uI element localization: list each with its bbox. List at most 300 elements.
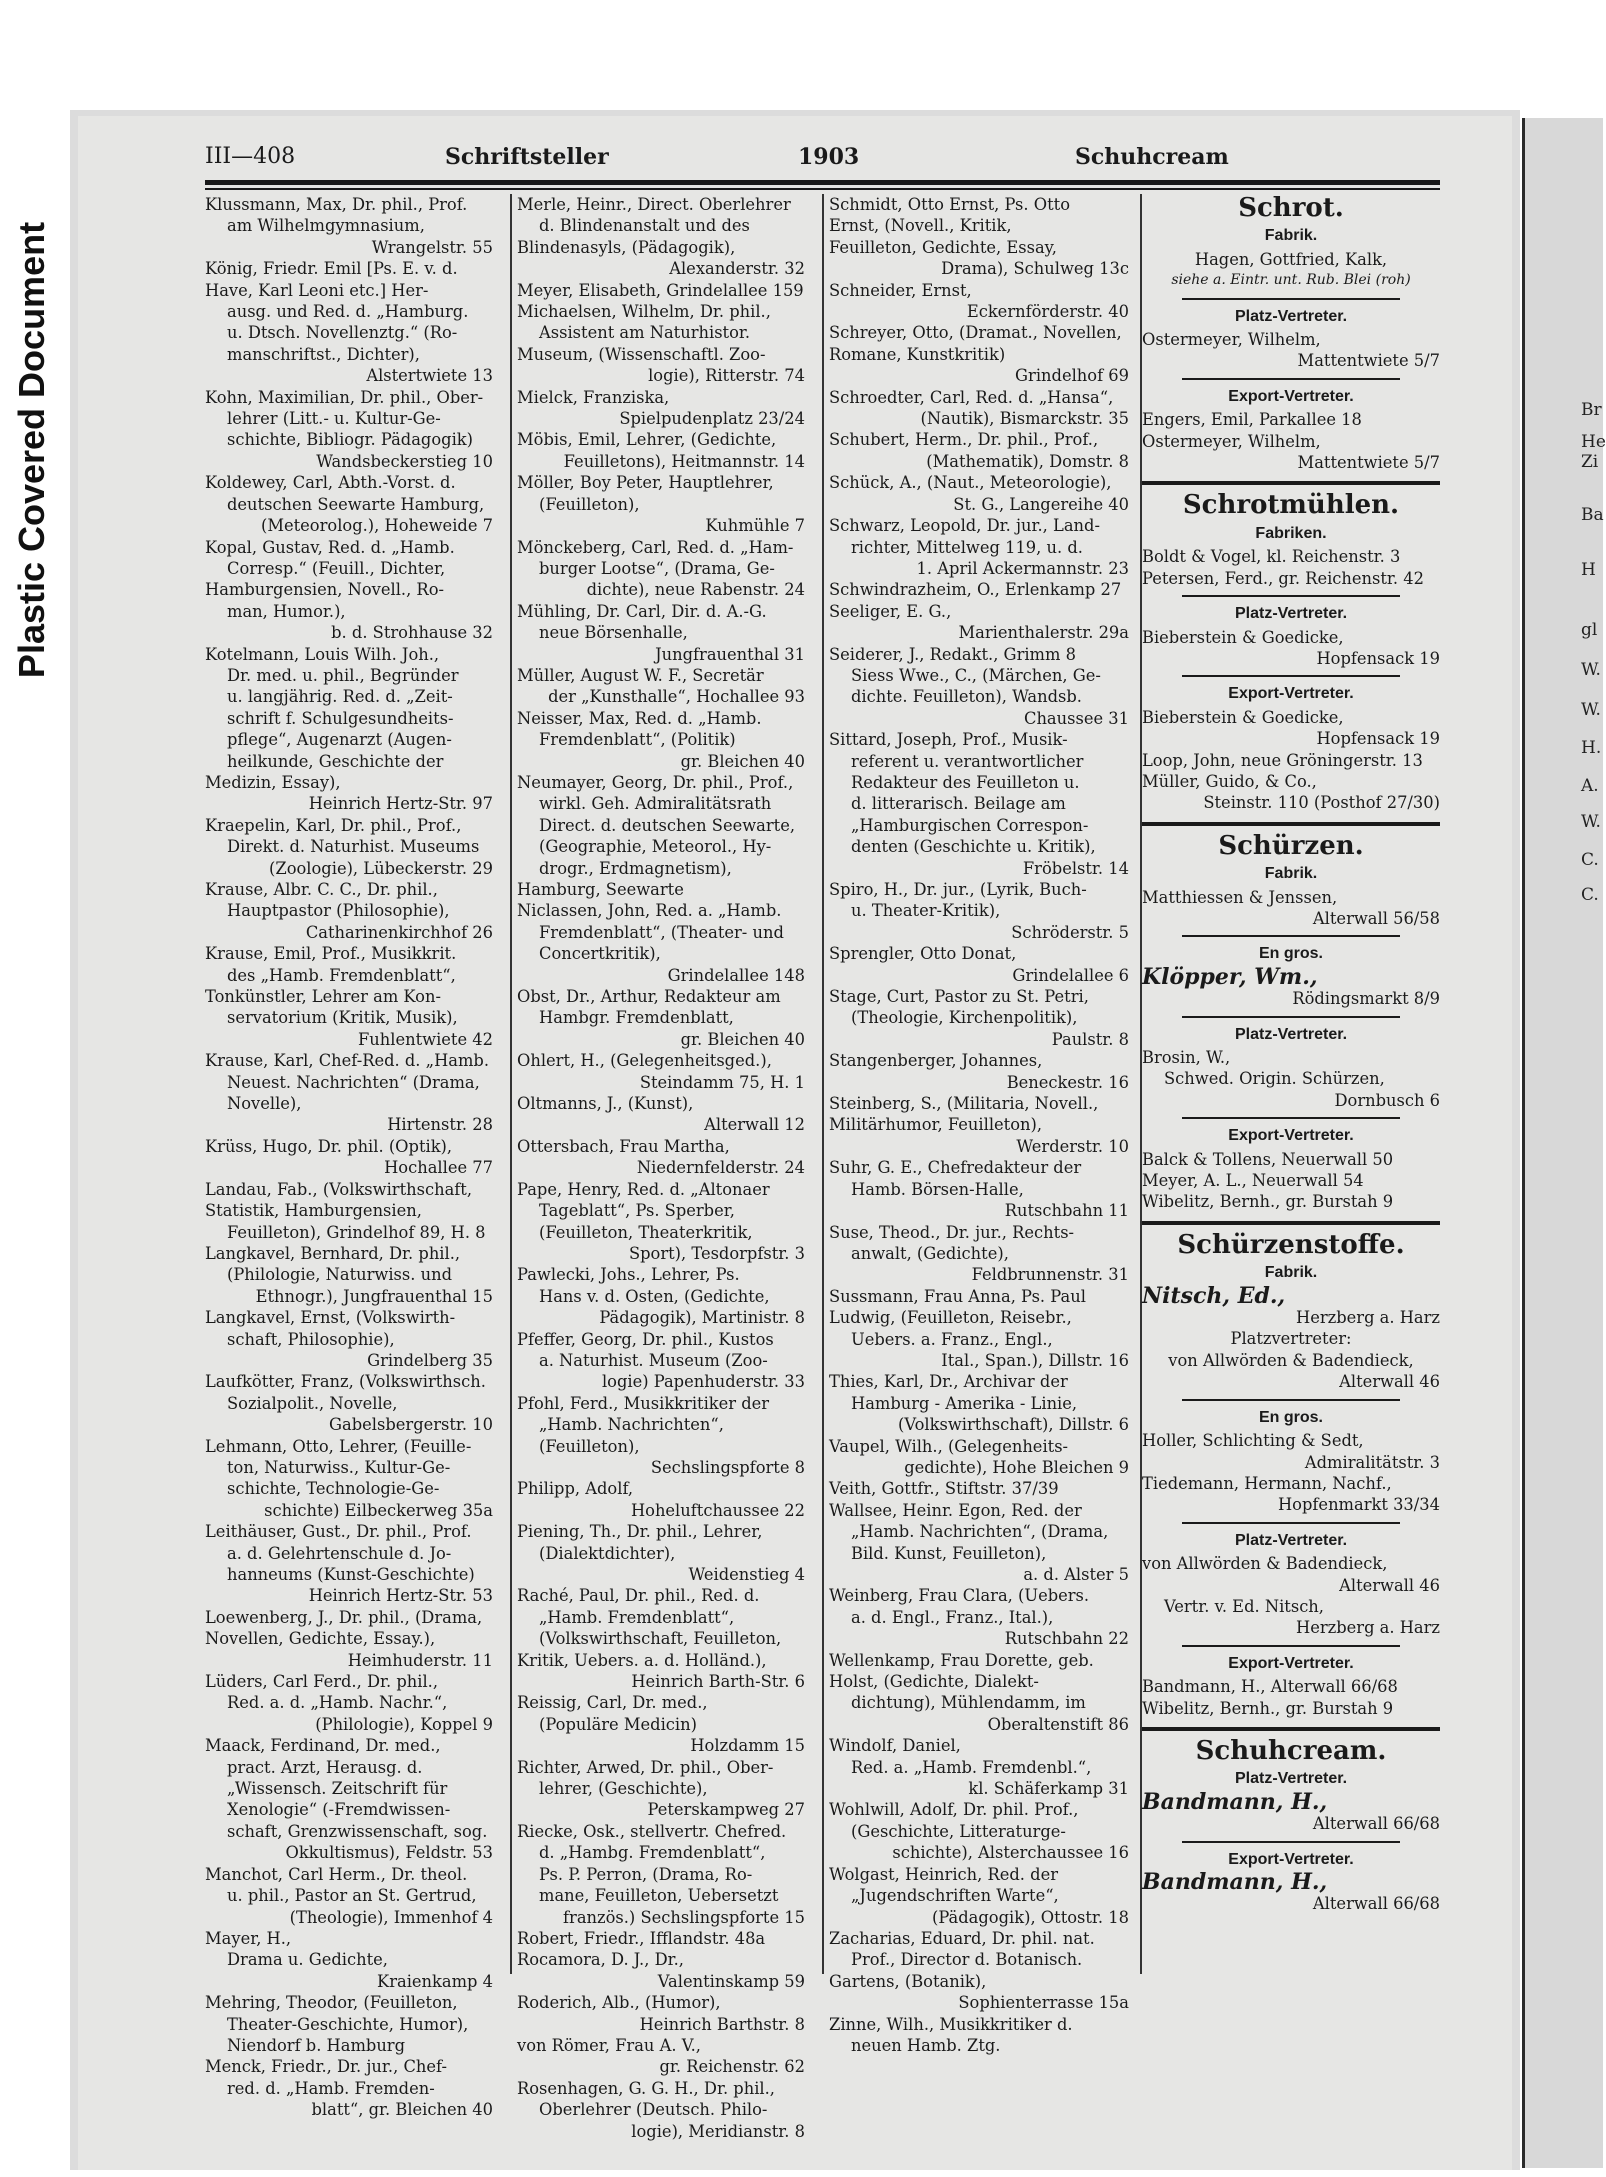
directory-line: Stage, Curt, Pastor zu St. Petri, [829, 987, 1089, 1007]
entry: Wibelitz, Bernh., gr. Burstah 9 [1142, 1698, 1394, 1718]
adjacent-page-fragment: Br [1581, 400, 1602, 420]
directory-line: heilkunde, Geschichte der [227, 751, 444, 771]
label-export-vertreter: Export-Vertreter. [1228, 685, 1354, 703]
entry: Schwed. Origin. Schürzen, [1164, 1069, 1385, 1089]
entry: Ostermeyer, Wilhelm, [1142, 330, 1321, 350]
directory-line: Pawlecki, Johs., Lehrer, Ps. [517, 1265, 740, 1285]
directory-line: Sussmann, Frau Anna, Ps. Paul [829, 1286, 1086, 1306]
directory-line: Blindenasyls, (Pädagogik), [517, 237, 736, 257]
directory-line: Mayer, H., [205, 1928, 292, 1948]
directory-line: richter, Mittelweg 119, u. d. [851, 537, 1083, 557]
adjacent-page-fragment: Ba [1581, 505, 1604, 525]
directory-line: Suse, Theod., Dr. jur., Rechts- [829, 1222, 1075, 1242]
entry: Alterwall 66/68 [1312, 1814, 1440, 1834]
adjacent-page-fragment: C. [1581, 850, 1599, 870]
directory-line: burger Lootse“, (Drama, Ge- [539, 558, 775, 578]
directory-line: Rosenhagen, G. G. H., Dr. phil., [517, 2078, 775, 2098]
directory-line: a. d. Alster 5 [1023, 1565, 1129, 1584]
directory-line: Jungfrauenthal 31 [655, 644, 805, 664]
directory-line: referent u. verantwortlicher [851, 751, 1084, 771]
directory-line: (Volkswirthschaft, Feuilleton, [539, 1629, 782, 1649]
directory-line: manschriftst., Dichter), [227, 344, 420, 364]
directory-line: Obst, Dr., Arthur, Redakteur am [517, 987, 781, 1007]
directory-line: Pape, Henry, Red. d. „Altonaer [517, 1179, 770, 1199]
adjacent-page-fragment: He [1581, 432, 1606, 452]
entry: Tiedemann, Hermann, Nachf., [1142, 1473, 1392, 1493]
directory-line: Veith, Gottfr., Stiftstr. 37/39 [829, 1479, 1059, 1499]
label-platz-vertreter: Platz-Vertreter. [1234, 307, 1348, 325]
adjacent-page-fragment: W. [1581, 660, 1601, 680]
directory-line: a. d. Gelehrtenschule d. Jo- [227, 1543, 452, 1563]
directory-line: Alexanderstr. 32 [669, 259, 805, 279]
directory-line: Zinne, Wilh., Musikkritiker d. [829, 2014, 1073, 2034]
directory-line: Neuest. Nachrichten“ (Drama, [227, 1072, 480, 1092]
directory-line: Neumayer, Georg, Dr. phil., Prof., [517, 772, 794, 792]
entry: Alterwall 56/58 [1312, 908, 1440, 928]
directory-line: Sozialpolit., Novelle, [227, 1393, 398, 1413]
label-platz-vertreter: Platz-Vertreter. [1234, 1025, 1348, 1043]
directory-line: französ.) Sechslingspforte 15 [563, 1907, 805, 1927]
directory-line: mane, Feuilleton, Uebersetzt [539, 1886, 779, 1906]
directory-line: Ludwig, (Feuilleton, Reisebr., [829, 1308, 1072, 1328]
directory-line: Medizin, Essay), [205, 772, 341, 792]
directory-line: Kritik, Uebers. a. d. Holländ.), [517, 1650, 767, 1670]
directory-line: Niclassen, John, Red. a. „Hamb. [517, 901, 782, 921]
directory-line: Niendorf b. Hamburg [227, 2035, 406, 2055]
directory-line: Sprengler, Otto Donat, [829, 944, 1017, 964]
directory-line: der „Kunsthalle“, Hochallee 93 [548, 687, 805, 707]
directory-line: (Philologie), Koppel 9 [315, 1714, 493, 1734]
adjacent-page-strip [1522, 118, 1606, 2168]
directory-line: (Nautik), Bismarckstr. 35 [920, 409, 1129, 429]
directory-line: Philipp, Adolf, [517, 1479, 634, 1499]
label-fabrik: Fabrik. [1264, 227, 1318, 245]
directory-line: d. „Hambg. Fremdenblatt“, [539, 1843, 766, 1863]
directory-line: Klussmann, Max, Dr. phil., Prof. [205, 195, 468, 214]
directory-line: hanneums (Kunst-Geschichte) [227, 1565, 475, 1584]
directory-line: Rocamora, D. J., Dr., [517, 1950, 684, 1970]
label-export-vertreter: Export-Vertreter. [1228, 1850, 1354, 1868]
directory-line: Feuilleton), Grindelhof 89, H. 8 [227, 1222, 486, 1242]
directory-line: lehrer (Litt.- u. Kultur-Ge- [227, 409, 441, 429]
directory-line: Reissig, Carl, Dr. med., [517, 1693, 708, 1713]
adjacent-page-fragment: C. [1581, 885, 1599, 905]
directory-line: Wandsbeckerstieg 10 [316, 451, 493, 471]
directory-line: ton, Naturwiss., Kultur-Ge- [227, 1457, 451, 1477]
directory-line: Steinberg, S., (Militaria, Novell., [829, 1094, 1099, 1114]
directory-line: Kuhmühle 7 [705, 516, 805, 536]
section-title-schuerzen: Schürzen. [1218, 830, 1364, 861]
entry: Rödingsmarkt 8/9 [1292, 989, 1440, 1009]
label-platz-vertreter: Platz-Vertreter. [1234, 605, 1348, 623]
directory-line: servatorium (Kritik, Musik), [227, 1008, 458, 1028]
directory-line: Prof., Director d. Botanisch. [851, 1950, 1083, 1970]
directory-line: Loewenberg, J., Dr. phil., (Drama, [205, 1607, 483, 1627]
directory-line: Xenologie“ (-Fremdwissen- [227, 1800, 451, 1820]
directory-line: Drama u. Gedichte, [227, 1950, 388, 1970]
adjacent-page-fragment: W. [1581, 700, 1601, 720]
directory-line: Windolf, Daniel, [829, 1736, 961, 1756]
directory-line: Grindelhof 69 [1015, 366, 1129, 386]
directory-line: Hans v. d. Osten, (Gedichte, [539, 1286, 770, 1306]
directory-line: Meyer, Elisabeth, Grindelallee 159 [517, 280, 804, 300]
directory-line: Heinrich Hertz-Str. 97 [308, 794, 493, 814]
directory-line: Assistent am Naturhistor. [539, 323, 751, 343]
directory-line: schaft, Grenzwissenschaft, sog. [227, 1821, 488, 1841]
directory-line: (Dialektdichter), [539, 1543, 676, 1563]
directory-line: Menck, Friedr., Dr. jur., Chef- [205, 2057, 447, 2077]
directory-line: (Theologie, Kirchenpolitik), [851, 1008, 1078, 1028]
directory-line: man, Humor.), [227, 601, 346, 621]
directory-line: a. d. Engl., Franz., Ital.), [851, 1607, 1054, 1627]
entry: Vertr. v. Ed. Nitsch, [1164, 1596, 1324, 1616]
directory-line: Manchot, Carl Herm., Dr. theol. [205, 1864, 468, 1884]
directory-line: Sophienterrasse 15a [958, 1993, 1129, 2013]
directory-line: pflege“, Augenarzt (Augen- [227, 730, 452, 750]
directory-line: Beneckestr. 16 [1006, 1072, 1129, 1092]
directory-line: Redakteur des Feuilleton u. [851, 772, 1080, 792]
directory-line: d. Blindenanstalt und des [539, 216, 750, 236]
directory-line: Holst, (Gedichte, Dialekt- [829, 1672, 1039, 1692]
entry: von Allwörden & Badendieck, [1168, 1350, 1414, 1370]
directory-line: (Theologie), Immenhof 4 [289, 1907, 493, 1927]
directory-line: Kohn, Maximilian, Dr. phil., Ober- [205, 387, 484, 407]
directory-line: „Hamb. Nachrichten“, [539, 1415, 724, 1435]
directory-line: Fuhlentwiete 42 [358, 1029, 493, 1049]
entry: Holler, Schlichting & Sedt, [1142, 1431, 1364, 1451]
directory-line: (Geschichte, Litteraturge- [851, 1821, 1066, 1841]
directory-line: Kopal, Gustav, Red. d. „Hamb. [205, 537, 455, 557]
directory-line: a. Naturhist. Museum (Zoo- [539, 1350, 768, 1370]
directory-line: Peterskampweg 27 [647, 1800, 805, 1820]
directory-line: Weinberg, Frau Clara, (Uebers. [829, 1586, 1090, 1606]
directory-line: Schröderstr. 5 [1011, 922, 1129, 942]
directory-line: Schreyer, Otto, (Dramat., Novellen, [829, 323, 1122, 343]
column-divider [822, 194, 824, 1974]
directory-line: schichte, Technologie-Ge- [227, 1479, 440, 1499]
directory-line: Krause, Albr. C. C., Dr. phil., [205, 880, 438, 899]
directory-line: gr. Bleichen 40 [680, 751, 805, 771]
directory-line: Merle, Heinr., Direct. Oberlehrer [517, 195, 791, 214]
directory-line: schichte) Eilbeckerweg 35a [264, 1500, 493, 1520]
directory-line: Heinrich Barthstr. 8 [639, 2014, 805, 2034]
entry-name: Klöpper, Wm., [1142, 963, 1318, 990]
directory-line: Landau, Fab., (Volkswirthschaft, [205, 1179, 473, 1199]
directory-line: Lehmann, Otto, Lehrer, (Feuille- [205, 1436, 472, 1456]
directory-line: Suhr, G. E., Chefredakteur der [829, 1158, 1082, 1178]
directory-line: Ernst, (Novell., Kritik, [829, 216, 1012, 236]
directory-line: Robert, Friedr., Ifflandstr. 48a [517, 1928, 766, 1948]
directory-line: gedichte), Hohe Bleichen 9 [904, 1457, 1129, 1477]
directory-line: logie), Ritterstr. 74 [648, 366, 805, 386]
entry: Alterwall 46 [1339, 1372, 1440, 1392]
directory-line: Hirtenstr. 28 [387, 1115, 493, 1135]
directory-line: Hamb. Börsen-Halle, [851, 1179, 1024, 1199]
label-export-vertreter: Export-Vertreter. [1228, 1127, 1354, 1145]
directory-line: Valentinskamp 59 [657, 1971, 805, 1991]
directory-line: dichte), neue Rabenstr. 24 [586, 580, 805, 600]
directory-line: „Jugendschriften Warte“, [851, 1886, 1059, 1906]
directory-line: Hauptpastor (Philosophie), [227, 901, 450, 921]
directory-line: Rutschbahn 22 [1004, 1629, 1129, 1649]
directory-line: Laufkötter, Franz, (Volkswirthsch. [205, 1372, 486, 1392]
directory-line: Mehring, Theodor, (Feuilleton, [205, 1993, 458, 2013]
directory-line: Seiderer, J., Redakt., Grimm 8 [829, 644, 1076, 664]
directory-line: Vaupel, Wilh., (Gelegenheits- [829, 1436, 1069, 1456]
advertisement-column [1142, 194, 1440, 1915]
adjacent-page-fragment: gl [1581, 620, 1598, 640]
directory-line: Catharinenkirchhof 26 [305, 922, 493, 942]
directory-line: Corresp.“ (Feuill., Dichter, [227, 558, 446, 578]
entry: Engers, Emil, Parkallee 18 [1142, 410, 1362, 430]
directory-line: Pfohl, Ferd., Musikkritiker der [517, 1393, 770, 1413]
directory-line: Dr. med. u. phil., Begründer [227, 665, 459, 685]
entry: Hopfensack 19 [1316, 648, 1440, 668]
directory-line: König, Friedr. Emil [Ps. E. v. d. [205, 259, 458, 279]
directory-line: Ethnogr.), Jungfrauenthal 15 [255, 1286, 493, 1306]
directory-line: Hochallee 77 [384, 1158, 493, 1178]
directory-line: Okkultismus), Feldstr. 53 [285, 1843, 493, 1863]
directory-line: Kraienkamp 4 [377, 1971, 493, 1991]
directory-line: Siess Wwe., C., (Märchen, Ge- [851, 665, 1101, 685]
directory-line: logie), Meridianstr. 8 [631, 2121, 805, 2141]
directory-line: Weidenstieg 4 [688, 1565, 805, 1584]
directory-line: b. d. Strohhause 32 [331, 623, 493, 643]
directory-line: Schubert, Herm., Dr. phil., Prof., [829, 430, 1099, 450]
entry-name: Bandmann, H., [1142, 1788, 1328, 1815]
directory-line: Novelle), [227, 1094, 302, 1114]
directory-line: Kraepelin, Karl, Dr. phil., Prof., [205, 815, 462, 835]
directory-line: „Hamburgischen Correspon- [851, 815, 1089, 835]
directory-line: Tonkünstler, Lehrer am Kon- [205, 987, 441, 1007]
directory-line: schrift f. Schulgesundheits- [227, 708, 454, 728]
directory-line: Theater-Geschichte, Humor), [227, 2014, 469, 2034]
directory-line: Mühling, Dr. Carl, Dir. d. A.-G. [517, 601, 767, 621]
entry: Meyer, A. L., Neuerwall 54 [1142, 1171, 1364, 1191]
entry: Mattentwiete 5/7 [1297, 351, 1440, 371]
directory-line: Schmidt, Otto Ernst, Ps. Otto [829, 195, 1070, 214]
directory-line: gr. Bleichen 40 [680, 1029, 805, 1049]
entry: Alterwall 46 [1339, 1575, 1440, 1595]
entry: Bandmann, H., Alterwall 66/68 [1142, 1677, 1398, 1697]
directory-line: denten (Geschichte u. Kritik), [851, 837, 1096, 857]
entry: Herzberg a. Harz [1296, 1618, 1440, 1638]
directory-line: Feldbrunnenstr. 31 [971, 1265, 1129, 1285]
directory-line: Hamburg - Amerika - Linie, [851, 1393, 1078, 1413]
directory-line: Langkavel, Ernst, (Volkswirth- [205, 1308, 456, 1328]
directory-line: schichte), Alsterchaussee 16 [892, 1843, 1129, 1863]
adjacent-page-fragment: H [1581, 560, 1596, 580]
directory-line: Maack, Ferdinand, Dr. med., [205, 1736, 441, 1756]
directory-line: (Feuilleton), [539, 1436, 640, 1456]
entry: Matthiessen & Jenssen, [1142, 887, 1338, 907]
directory-line: Schwindrazheim, O., Erlenkamp 27 [829, 580, 1122, 600]
directory-line: Schück, A., (Naut., Meteorologie), [829, 473, 1112, 493]
section-title-schrot: Schrot. [1238, 193, 1344, 223]
entry: von Allwörden & Badendieck, [1142, 1554, 1388, 1574]
directory-line: Romane, Kunstkritik) [829, 344, 1006, 364]
directory-line: Hoheluftchaussee 22 [630, 1500, 805, 1520]
directory-line: 1. April Ackermannstr. 23 [916, 558, 1129, 578]
directory-line: Wallsee, Heinr. Egon, Red. der [829, 1500, 1082, 1520]
directory-line: Sport), Tesdorpfstr. 3 [628, 1243, 805, 1263]
directory-line: Direct. d. deutschen Seewarte, [539, 815, 796, 835]
entry: Balck & Tollens, Neuerwall 50 [1142, 1149, 1394, 1169]
entry: Mattentwiete 5/7 [1297, 453, 1440, 473]
directory-line: (Mathematik), Domstr. 8 [926, 451, 1129, 471]
directory-line: Tageblatt“, Ps. Sperber, [539, 1201, 735, 1221]
directory-line: Statistik, Hamburgensien, [205, 1201, 422, 1221]
directory-line: Schneider, Ernst, [829, 280, 972, 300]
directory-line: Niedernfelderstr. 24 [636, 1158, 805, 1178]
side-label-tab [8, 180, 56, 720]
directory-line: Richter, Arwed, Dr. phil., Ober- [517, 1757, 774, 1777]
directory-line: Hambgr. Fremdenblatt, [539, 1008, 734, 1028]
entry: Hagen, Gottfried, Kalk, [1194, 249, 1388, 269]
column-1 [205, 194, 493, 2121]
directory-line: Riecke, Osk., stellvertr. Chefred. [517, 1821, 787, 1841]
directory-line: Drama), Schulweg 13c [941, 259, 1129, 279]
directory-line: red. d. „Hamb. Fremden- [227, 2078, 435, 2098]
label-fabriken: Fabriken. [1255, 524, 1327, 542]
directory-line: Müller, August W. F., Secretär [517, 665, 764, 685]
label-export-vertreter: Export-Vertreter. [1228, 1654, 1354, 1672]
entry: Hopfensack 19 [1316, 729, 1440, 749]
directory-line: Direkt. d. Naturhist. Museums [227, 837, 480, 857]
entry: Petersen, Ferd., gr. Reichenstr. 42 [1142, 568, 1424, 588]
directory-line: wirkl. Geh. Admiralitätsrath [539, 794, 772, 814]
directory-line: Pfeffer, Georg, Dr. phil., Kustos [517, 1329, 774, 1349]
label-platz-vertreter: Platz-Vertreter. [1234, 1770, 1348, 1788]
directory-line: Seeliger, E. G., [829, 601, 952, 621]
directory-line: Koldewey, Carl, Abth.-Vorst. d. [205, 473, 456, 493]
directory-line: Oberaltenstift 86 [987, 1714, 1129, 1734]
directory-line: Mönckeberg, Carl, Red. d. „Ham- [517, 537, 794, 557]
directory-line: Möbis, Emil, Lehrer, (Gedichte, [517, 430, 777, 450]
entry: Bieberstein & Goedicke, [1142, 627, 1344, 647]
directory-line: u. phil., Pastor an St. Gertrud, [227, 1886, 477, 1906]
directory-line: logie) Papenhuderstr. 33 [601, 1372, 805, 1392]
directory-line: Werderstr. 10 [1016, 1136, 1129, 1156]
directory-line: (Meteorolog.), Hoheweide 7 [260, 516, 493, 536]
directory-line: Spiro, H., Dr. jur., (Lyrik, Buch- [829, 880, 1087, 899]
directory-line: drogr., Erdmagnetism), [539, 858, 732, 878]
entry: Hopfenmarkt 33/34 [1277, 1495, 1440, 1515]
page-header [205, 138, 1440, 178]
directory-line: Holzdamm 15 [690, 1736, 805, 1756]
adjacent-page-fragment: H. [1581, 738, 1602, 758]
entry: Müller, Guido, & Co., [1142, 771, 1317, 791]
directory-line: Alterwall 12 [704, 1115, 805, 1135]
directory-line: Red. a. „Hamb. Fremdenbl.“, [851, 1757, 1092, 1777]
directory-line: u. Dtsch. Novellenztg.“ (Ro- [227, 323, 458, 343]
directory-line: d. litterarisch. Beilage am [851, 794, 1066, 814]
directory-line: Wellenkamp, Frau Dorette, geb. [829, 1650, 1094, 1670]
directory-line: dichte. Feuilleton), Wandsb. [851, 687, 1082, 707]
header-rule [205, 180, 1440, 185]
header-left-title: Schriftsteller [445, 144, 609, 170]
directory-line: ausg. und Red. d. „Hamburg. [227, 302, 469, 322]
directory-line: Heinrich Barth-Str. 6 [631, 1672, 805, 1692]
entry: Alterwall 66/68 [1312, 1894, 1440, 1914]
adjacent-page-fragment: A. [1581, 776, 1599, 796]
page-number: III—408 [205, 144, 296, 169]
side-label: Plastic Covered Document [11, 221, 52, 679]
label-platz-vertreter: Platz-Vertreter. [1234, 1531, 1348, 1549]
directory-line: am Wilhelmgymnasium, [227, 216, 425, 236]
directory-line: Grindelallee 6 [1012, 965, 1129, 985]
column-divider [510, 194, 512, 1974]
directory-line: Rutschbahn 11 [1004, 1201, 1129, 1221]
directory-line: dichtung), Mühlendamm, im [851, 1693, 1086, 1713]
directory-line: Hamburgensien, Novell., Ro- [205, 580, 444, 600]
directory-line: Zacharias, Eduard, Dr. phil. nat. [829, 1928, 1095, 1948]
entry: Bieberstein & Goedicke, [1142, 707, 1344, 727]
directory-line: Raché, Paul, Dr. phil., Red. d. [517, 1586, 760, 1606]
directory-line: Museum, (Wissenschaftl. Zoo- [517, 344, 766, 364]
directory-line: (Volkswirthschaft), Dillstr. 6 [897, 1415, 1129, 1435]
directory-line: Krause, Emil, Prof., Musikkrit. [205, 944, 457, 964]
directory-line: Alstertwiete 13 [366, 366, 493, 386]
entry: Herzberg a. Harz [1296, 1308, 1440, 1328]
directory-line: (Feuilleton), [539, 494, 640, 514]
directory-line: Fremdenblatt“, (Theater- und [539, 922, 784, 942]
directory-line: (Feuilleton, Theaterkritik, [539, 1222, 753, 1242]
entry: Admiralitätstr. 3 [1304, 1452, 1440, 1472]
directory-line: schaft, Philosophie), [227, 1329, 395, 1349]
directory-line: Krüss, Hugo, Dr. phil. (Optik), [205, 1136, 453, 1156]
directory-line: Wohlwill, Adolf, Dr. phil. Prof., [829, 1800, 1079, 1820]
header-year: 1903 [798, 144, 860, 170]
directory-line: Hamburg, Seewarte [517, 880, 684, 899]
label-export-vertreter: Export-Vertreter. [1228, 387, 1354, 405]
directory-line: St. G., Langereihe 40 [953, 494, 1129, 514]
directory-line: Fremdenblatt“, (Politik) [539, 730, 736, 750]
directory-line: Schwarz, Leopold, Dr. jur., Land- [829, 516, 1100, 536]
directory-line: pract. Arzt, Herausg. d. [227, 1757, 423, 1777]
directory-line: Grindelberg 35 [367, 1350, 493, 1370]
directory-line: Heimhuderstr. 11 [347, 1650, 493, 1670]
directory-line: von Römer, Frau A. V., [517, 2035, 701, 2055]
entry: Dornbusch 6 [1334, 1090, 1440, 1110]
directory-line: Kotelmann, Louis Wilh. Joh., [205, 644, 440, 664]
directory-line: „Wissensch. Zeitschrift für [227, 1779, 448, 1799]
section-title-schrotmuehlen: Schrotmühlen. [1182, 490, 1400, 521]
directory-line: Oltmanns, J., (Kunst), [517, 1094, 694, 1114]
directory-line: Wolgast, Heinrich, Red. der [829, 1864, 1058, 1884]
directory-line: (Philologie, Naturwiss. und [227, 1265, 452, 1285]
directory-line: Ottersbach, Frau Martha, [517, 1136, 730, 1156]
label-en-gros: En gros. [1258, 945, 1323, 963]
directory-line: Krause, Karl, Chef-Red. d. „Hamb. [205, 1051, 490, 1071]
directory-line: Novellen, Gedichte, Essay.), [205, 1629, 436, 1649]
adjacent-page-fragment: W. [1581, 812, 1601, 832]
directory-line: schichte, Bibliogr. Pädagogik) [227, 430, 474, 450]
directory-line: Pädagogik), Martinistr. 8 [599, 1308, 805, 1328]
directory-line: Feuilleton, Gedichte, Essay, [829, 237, 1057, 257]
directory-line: Oberlehrer (Deutsch. Philo- [539, 2100, 768, 2120]
directory-line: Paulstr. 8 [1051, 1029, 1129, 1049]
directory-line: gr. Reichenstr. 62 [659, 2057, 805, 2077]
directory-line: neuen Hamb. Ztg. [851, 2035, 1001, 2055]
entry-name: Bandmann, H., [1142, 1869, 1328, 1895]
directory-line: blatt“, gr. Bleichen 40 [311, 2100, 493, 2120]
label-fabrik: Fabrik. [1264, 1264, 1318, 1282]
directory-line: Heinrich Hertz-Str. 53 [308, 1586, 493, 1606]
directory-line: Spielpudenplatz 23/24 [619, 409, 805, 429]
directory-line: Neisser, Max, Red. d. „Hamb. [517, 708, 762, 728]
entry-name: Nitsch, Ed., [1142, 1282, 1286, 1309]
